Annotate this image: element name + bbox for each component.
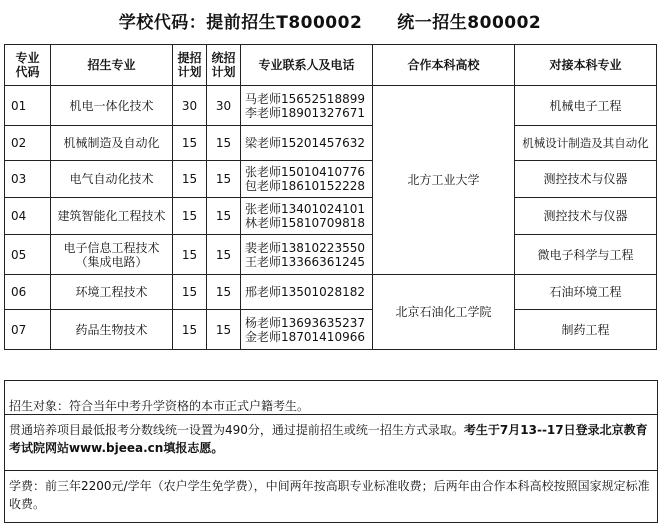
row-code: 05 xyxy=(5,235,51,275)
row-plan-unified: 15 xyxy=(207,235,241,275)
row-target: 机械电子工程 xyxy=(515,86,657,126)
row-plan-early: 15 xyxy=(173,126,207,161)
note-registration-text: 考生于7月13--17日登录北京教育考试院网站www.bjeea.cn填报志愿。 xyxy=(9,423,648,455)
table-row xyxy=(5,310,657,350)
row-contact xyxy=(241,126,373,161)
contact-line: 金老师18701410966 xyxy=(245,329,365,344)
row-contact xyxy=(241,161,373,198)
row-contact xyxy=(241,235,373,275)
row-target: 机械设计制造及其自动化 xyxy=(515,126,657,161)
row-major: 建筑智能化工程技术 xyxy=(51,198,173,235)
row-contact xyxy=(241,198,373,235)
row-target: 石油环境工程 xyxy=(515,275,657,310)
partner-university-b: 北京石油化工学院 xyxy=(373,275,515,350)
header-major: 招生专业 xyxy=(51,45,173,86)
row-code: 03 xyxy=(5,161,51,198)
note-target-students: 招生对象：符合当年中考升学资格的本市正式户籍考生。 xyxy=(5,380,657,414)
admissions-table xyxy=(4,44,657,350)
row-code: 07 xyxy=(5,310,51,350)
row-major: 电子信息工程技术 （集成电路） xyxy=(51,235,173,275)
table-row xyxy=(5,86,657,126)
header-code: 专业 代码 xyxy=(5,45,51,86)
page-title: 学校代码：提前招生T800002 统一招生800002 xyxy=(118,13,542,33)
row-plan-early: 15 xyxy=(173,198,207,235)
row-plan-early: 15 xyxy=(173,275,207,310)
note-fees: 学费：前三年2200元/学年（农户学生免学费），中间两年按高职专业标准收费；后两年由合作本科高校按照国家规定标准收费。 xyxy=(5,470,657,522)
header-plan-unified: 统招 计划 xyxy=(207,45,241,86)
row-target: 测控技术与仪器 xyxy=(515,198,657,235)
contact-line: 裴老师13810223550 xyxy=(245,240,365,255)
row-plan-unified: 15 xyxy=(207,126,241,161)
row-code: 01 xyxy=(5,86,51,126)
notes-section xyxy=(4,380,658,523)
row-plan-early: 15 xyxy=(173,235,207,275)
header-partner: 合作本科高校 xyxy=(373,45,515,86)
contact-line: 马老师15652518899 xyxy=(245,91,365,106)
table-row xyxy=(5,198,657,235)
contact-line: 张老师15010410776 xyxy=(245,165,365,179)
contact-line: 李老师18901327671 xyxy=(245,105,365,120)
row-contact xyxy=(241,86,373,126)
row-target: 微电子科学与工程 xyxy=(515,235,657,275)
row-plan-early: 15 xyxy=(173,161,207,198)
row-target: 测控技术与仪器 xyxy=(515,161,657,198)
partner-university-a: 北方工业大学 xyxy=(373,86,515,275)
note-score-text: 贯通培养项目最低报考分数线统一设置为490分，通过提前招生或统一招生方式录取。 xyxy=(9,423,464,437)
table-row xyxy=(5,275,657,310)
contact-line: 王老师13366361245 xyxy=(245,254,365,269)
header-plan-early: 提招 计划 xyxy=(173,45,207,86)
table-row xyxy=(5,161,657,198)
row-code: 04 xyxy=(5,198,51,235)
contact-line: 梁老师15201457632 xyxy=(245,136,365,150)
row-plan-unified: 30 xyxy=(207,86,241,126)
contact-line: 邢老师13501028182 xyxy=(245,285,365,299)
row-major: 环境工程技术 xyxy=(51,275,173,310)
row-target: 制药工程 xyxy=(515,310,657,350)
row-plan-unified: 15 xyxy=(207,310,241,350)
contact-line: 杨老师13693635237 xyxy=(245,315,365,330)
contact-line: 张老师13401024101 xyxy=(245,202,365,216)
row-major: 机电一体化技术 xyxy=(51,86,173,126)
row-plan-unified: 15 xyxy=(207,198,241,235)
table-row xyxy=(5,126,657,161)
contact-line: 包老师18610152228 xyxy=(245,179,365,193)
row-contact xyxy=(241,275,373,310)
row-major: 机械制造及自动化 xyxy=(51,126,173,161)
header-contact: 专业联系人及电话 xyxy=(241,45,373,86)
note-score-line xyxy=(5,414,657,470)
contact-line: 林老师15810709818 xyxy=(245,216,365,230)
row-code: 02 xyxy=(5,126,51,161)
row-contact xyxy=(241,310,373,350)
row-plan-early: 15 xyxy=(173,310,207,350)
table-row xyxy=(5,235,657,275)
row-plan-unified: 15 xyxy=(207,275,241,310)
row-major: 电气自动化技术 xyxy=(51,161,173,198)
row-code: 06 xyxy=(5,275,51,310)
row-plan-unified: 15 xyxy=(207,161,241,198)
row-plan-early: 30 xyxy=(173,86,207,126)
row-major: 药品生物技术 xyxy=(51,310,173,350)
header-target: 对接本科专业 xyxy=(515,45,657,86)
table-header-row xyxy=(5,45,657,86)
